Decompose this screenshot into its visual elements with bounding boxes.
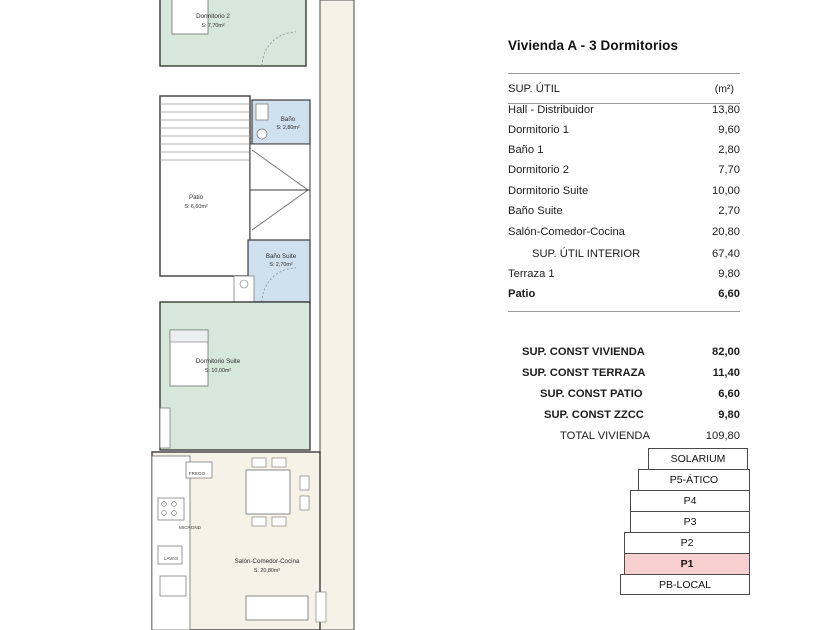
table-row bbox=[508, 226, 740, 244]
room-label-name-0: Dormitorio 2 bbox=[196, 13, 230, 20]
room-label-area-2: S: 6,60m² bbox=[184, 204, 208, 210]
row-value: 7,70 bbox=[718, 164, 740, 176]
room-label-name-1: Baño bbox=[280, 116, 296, 123]
total-value: 11,40 bbox=[712, 367, 740, 379]
total-label: SUP. CONST VIVIENDA bbox=[522, 346, 645, 358]
row-value: 2,80 bbox=[718, 144, 740, 156]
row-label: Dormitorio 2 bbox=[508, 164, 569, 176]
hob-icon bbox=[158, 498, 184, 520]
terrace-strip bbox=[320, 0, 354, 630]
row-label: Dormitorio Suite bbox=[508, 185, 589, 197]
table-header-unit: (m²) bbox=[714, 83, 734, 95]
row-label: Hall - Distribuidor bbox=[508, 104, 594, 116]
row-label: SUP. ÚTIL INTERIOR bbox=[532, 248, 641, 260]
chair-icon-5 bbox=[300, 476, 309, 490]
table-row bbox=[508, 164, 740, 182]
total-row bbox=[508, 388, 740, 406]
total-label: SUP. CONST PATIO bbox=[540, 388, 643, 400]
table-row bbox=[508, 288, 740, 306]
floor-row-p1[interactable]: P1 bbox=[624, 553, 750, 574]
appliance-label-0: FREGO bbox=[188, 471, 206, 476]
row-label: Salón-Comedor-Cocina bbox=[508, 226, 625, 238]
row-value: 67,40 bbox=[712, 248, 740, 260]
table-row bbox=[508, 144, 740, 162]
room-label-name-4: Dormitorio Suite bbox=[195, 358, 241, 365]
room-patio bbox=[160, 96, 250, 276]
sofa-icon bbox=[246, 596, 308, 620]
row-label: Patio bbox=[508, 288, 536, 300]
row-value: 9,80 bbox=[718, 268, 740, 280]
spec-sheet bbox=[470, 0, 840, 630]
table-row bbox=[508, 104, 740, 122]
dining-table-icon bbox=[246, 470, 290, 514]
sink-icon-2 bbox=[160, 576, 186, 596]
total-row bbox=[508, 430, 740, 448]
row-value: 6,60 bbox=[718, 288, 740, 300]
floor-row-p2[interactable]: P2 bbox=[624, 532, 750, 553]
total-label: SUP. CONST TERRAZA bbox=[522, 367, 646, 379]
chair-icon-2 bbox=[272, 458, 286, 467]
wardrobe-icon bbox=[160, 408, 170, 448]
room-label-name-5: Salón-Comedor-Cocina bbox=[234, 558, 300, 565]
divider-bottom bbox=[508, 311, 740, 312]
kitchen-counter bbox=[152, 456, 190, 630]
room-label-area-4: S: 10,00m² bbox=[204, 368, 232, 374]
chair-icon-6 bbox=[300, 496, 309, 510]
floor-row-p5-atico[interactable]: P5-ÁTICO bbox=[638, 469, 750, 490]
table-header-label: SUP. ÚTIL bbox=[508, 83, 561, 95]
total-label: TOTAL VIVIENDA bbox=[560, 430, 650, 442]
dishwasher-icon bbox=[158, 546, 182, 564]
row-value: 20,80 bbox=[712, 226, 740, 238]
total-value: 6,60 bbox=[718, 388, 740, 400]
floor-row-solarium[interactable]: SOLARIUM bbox=[648, 448, 748, 469]
total-value: 82,00 bbox=[712, 346, 740, 358]
row-label: Terraza 1 bbox=[508, 268, 555, 280]
chair-icon-1 bbox=[252, 458, 266, 467]
room-label-name-2: Patio bbox=[188, 194, 204, 201]
floor-row-p3[interactable]: P3 bbox=[630, 511, 750, 532]
total-value: 109,80 bbox=[705, 430, 740, 442]
room-hall-distribuidor bbox=[250, 144, 310, 240]
floor-row-pb-local[interactable]: PB-LOCAL bbox=[620, 574, 750, 595]
chair-icon-3 bbox=[252, 517, 266, 526]
floor-row-p4[interactable]: P4 bbox=[630, 490, 750, 511]
table-header-row bbox=[508, 83, 740, 101]
room-label-area-1: S: 2,80m² bbox=[276, 125, 300, 131]
room-label-area-3: S: 2,70m² bbox=[269, 262, 293, 268]
row-value: 2,70 bbox=[718, 205, 740, 217]
row-label: Baño 1 bbox=[508, 144, 544, 156]
table-row bbox=[508, 205, 740, 223]
sink-icon bbox=[256, 104, 268, 120]
total-row bbox=[508, 409, 740, 427]
row-label: Dormitorio 1 bbox=[508, 124, 569, 136]
building-stack bbox=[620, 448, 750, 595]
table-row bbox=[508, 124, 740, 142]
appliance-label-2: LAVAS bbox=[163, 556, 179, 561]
chair-icon-4 bbox=[272, 517, 286, 526]
room-label-area-5: S: 20,80m² bbox=[253, 568, 281, 574]
room-label-name-3: Baño Suite bbox=[265, 253, 297, 260]
page-title: Vivienda A - 3 Dormitorios bbox=[508, 38, 679, 53]
pillow-icon-2 bbox=[170, 330, 208, 342]
table-row bbox=[508, 268, 740, 286]
side-table-icon bbox=[316, 592, 326, 622]
row-value: 10,00 bbox=[712, 185, 740, 197]
divider-top bbox=[508, 73, 740, 74]
room-label-area-0: S: 7,70m² bbox=[201, 23, 225, 29]
table-row bbox=[508, 185, 740, 203]
row-value: 13,80 bbox=[712, 104, 740, 116]
total-value: 9,80 bbox=[718, 409, 740, 421]
table-row-subtotal bbox=[508, 248, 740, 266]
row-value: 9,60 bbox=[718, 124, 740, 136]
room-bano-suite bbox=[248, 240, 310, 302]
appliance-label-1: MICROND bbox=[179, 525, 201, 530]
row-label: Baño Suite bbox=[508, 205, 563, 217]
total-label: SUP. CONST ZZCC bbox=[544, 409, 644, 421]
toilet-icon bbox=[257, 129, 267, 139]
total-row bbox=[508, 346, 740, 364]
total-row bbox=[508, 367, 740, 385]
